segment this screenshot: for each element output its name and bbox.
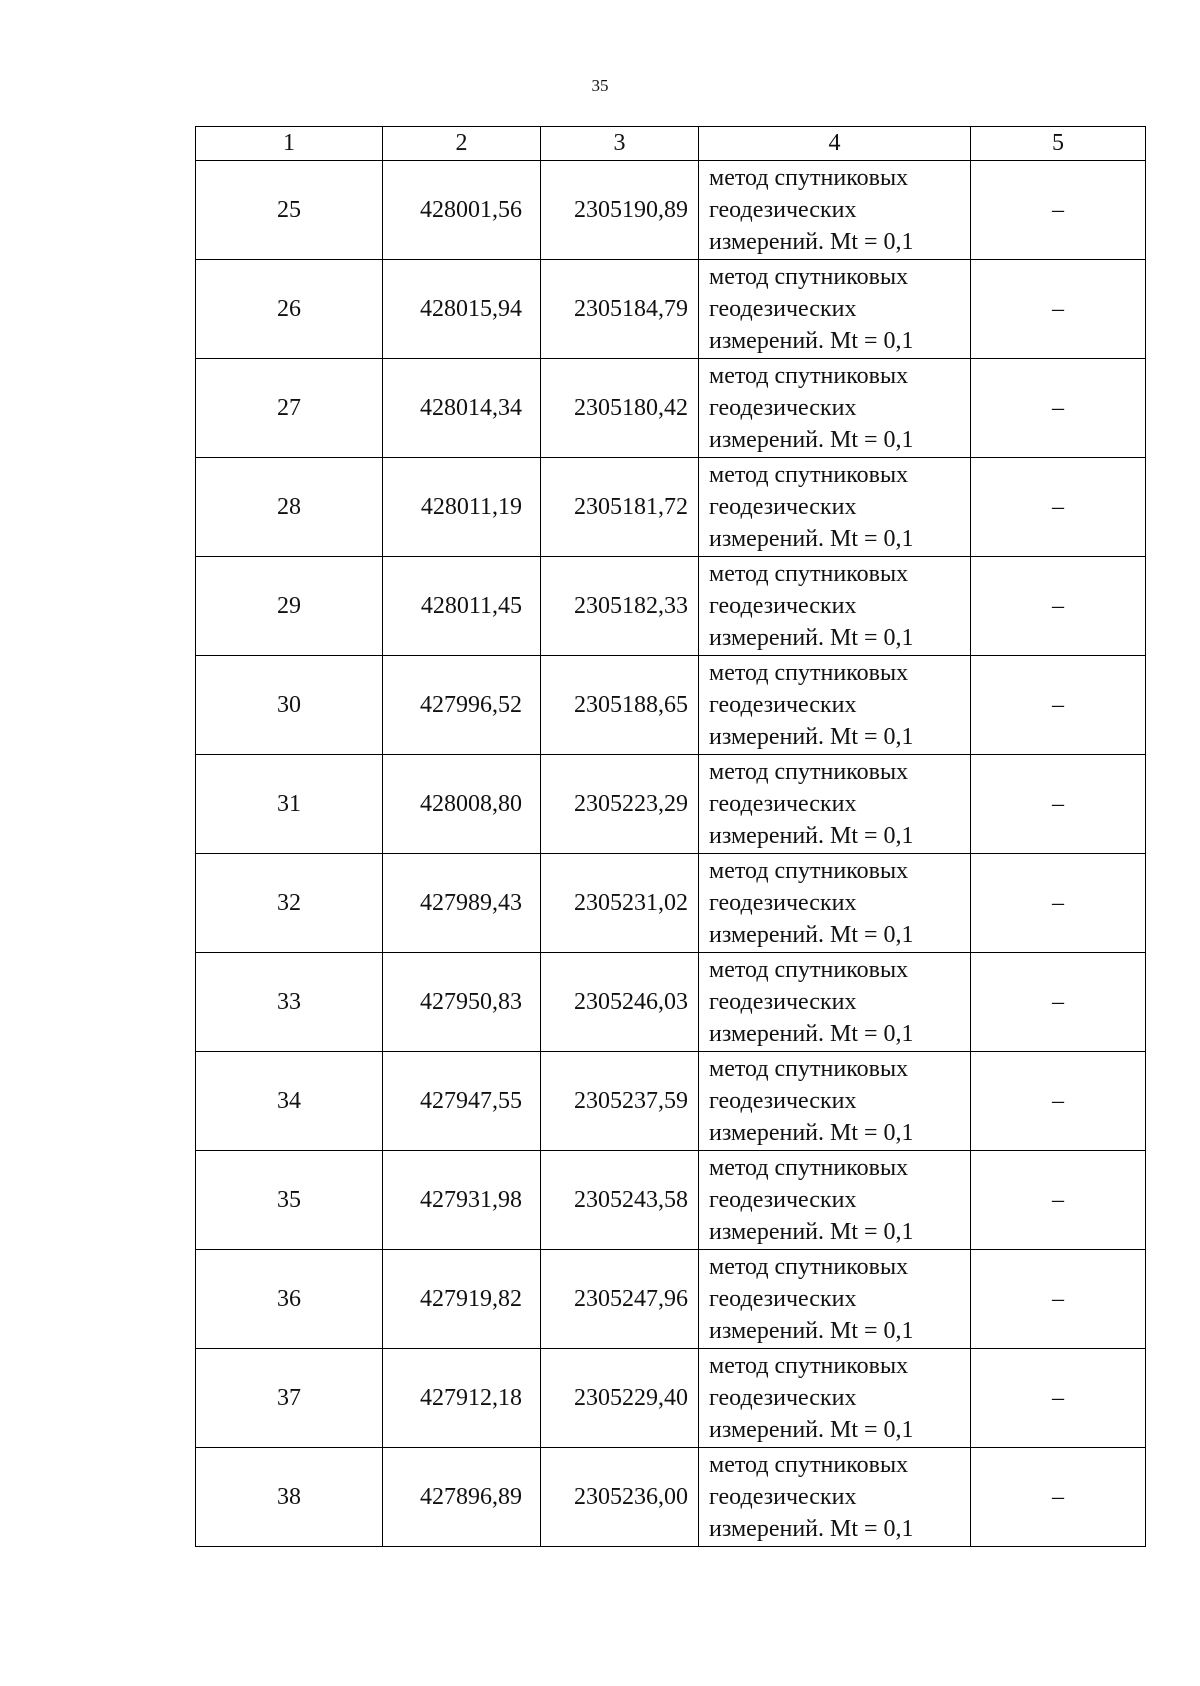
method-text-line: измерений. Mt = 0,1 (709, 823, 914, 849)
note-cell: – (971, 1448, 1146, 1547)
table-row (196, 1052, 1146, 1151)
header-cell-5: 5 (971, 127, 1146, 161)
y-coordinate-cell: 2305231,02 (541, 854, 699, 953)
table-row (196, 161, 1146, 260)
table-body (196, 161, 1146, 1547)
note-cell: – (971, 953, 1146, 1052)
point-number-cell: 38 (196, 1448, 383, 1547)
method-cell (699, 1151, 971, 1250)
y-coordinate-cell: 2305223,29 (541, 755, 699, 854)
y-coordinate-cell: 2305229,40 (541, 1349, 699, 1448)
note-cell: – (971, 458, 1146, 557)
table-row (196, 458, 1146, 557)
method-text-line: геодезических (709, 1385, 857, 1411)
method-cell (699, 1448, 971, 1547)
table-row (196, 755, 1146, 854)
point-number-cell: 27 (196, 359, 383, 458)
method-text-line: измерений. Mt = 0,1 (709, 1021, 914, 1047)
note-cell: – (971, 1151, 1146, 1250)
y-coordinate-cell: 2305188,65 (541, 656, 699, 755)
page-number: 35 (591, 76, 609, 95)
x-coordinate-cell: 428014,34 (383, 359, 541, 458)
method-text-line: геодезических (709, 296, 857, 322)
method-cell (699, 260, 971, 359)
note-cell: – (971, 260, 1146, 359)
y-coordinate-cell: 2305236,00 (541, 1448, 699, 1547)
method-text-line: измерений. Mt = 0,1 (709, 328, 914, 354)
method-text-line: геодезических (709, 791, 857, 817)
method-text-line: геодезических (709, 1286, 857, 1312)
y-coordinate-cell: 2305180,42 (541, 359, 699, 458)
point-number-cell: 33 (196, 953, 383, 1052)
method-text-line: измерений. Mt = 0,1 (709, 229, 914, 255)
method-text-line: метод спутниковых (709, 165, 909, 191)
method-cell (699, 1349, 971, 1448)
table-row (196, 557, 1146, 656)
note-cell: – (971, 854, 1146, 953)
header-cell-2: 2 (383, 127, 541, 161)
note-cell: – (971, 656, 1146, 755)
point-number-cell: 32 (196, 854, 383, 953)
method-text-line: геодезических (709, 890, 857, 916)
note-cell: – (971, 1349, 1146, 1448)
coordinates-table (195, 126, 1146, 1547)
method-text-line: метод спутниковых (709, 660, 909, 686)
method-text-line: метод спутниковых (709, 1452, 909, 1478)
method-text-line: метод спутниковых (709, 1056, 909, 1082)
x-coordinate-cell: 428008,80 (383, 755, 541, 854)
method-text-line: метод спутниковых (709, 1254, 909, 1280)
point-number-cell: 25 (196, 161, 383, 260)
method-cell (699, 656, 971, 755)
method-text-line: геодезических (709, 197, 857, 223)
y-coordinate-cell: 2305246,03 (541, 953, 699, 1052)
method-text-line: измерений. Mt = 0,1 (709, 526, 914, 552)
method-text-line: измерений. Mt = 0,1 (709, 625, 914, 651)
table-row (196, 1151, 1146, 1250)
table-row (196, 953, 1146, 1052)
header-cell-3: 3 (541, 127, 699, 161)
y-coordinate-cell: 2305237,59 (541, 1052, 699, 1151)
point-number-cell: 29 (196, 557, 383, 656)
note-cell: – (971, 161, 1146, 260)
x-coordinate-cell: 428001,56 (383, 161, 541, 260)
method-cell (699, 953, 971, 1052)
table-row (196, 1349, 1146, 1448)
point-number-cell: 35 (196, 1151, 383, 1250)
note-cell: – (971, 1052, 1146, 1151)
x-coordinate-cell: 427896,89 (383, 1448, 541, 1547)
method-text-line: метод спутниковых (709, 264, 909, 290)
point-number-cell: 37 (196, 1349, 383, 1448)
method-text-line: геодезических (709, 1484, 857, 1510)
table-header (196, 127, 1146, 161)
method-text-line: геодезических (709, 989, 857, 1015)
y-coordinate-cell: 2305184,79 (541, 260, 699, 359)
y-coordinate-cell: 2305243,58 (541, 1151, 699, 1250)
y-coordinate-cell: 2305181,72 (541, 458, 699, 557)
x-coordinate-cell: 427947,55 (383, 1052, 541, 1151)
method-text-line: метод спутниковых (709, 1155, 909, 1181)
method-text-line: измерений. Mt = 0,1 (709, 922, 914, 948)
method-text-line: геодезических (709, 1088, 857, 1114)
method-cell (699, 854, 971, 953)
method-cell (699, 161, 971, 260)
method-text-line: измерений. Mt = 0,1 (709, 1318, 914, 1344)
y-coordinate-cell: 2305182,33 (541, 557, 699, 656)
method-text-line: метод спутниковых (709, 363, 909, 389)
method-text-line: геодезических (709, 692, 857, 718)
table-row (196, 1250, 1146, 1349)
x-coordinate-cell: 427996,52 (383, 656, 541, 755)
y-coordinate-cell: 2305190,89 (541, 161, 699, 260)
x-coordinate-cell: 427919,82 (383, 1250, 541, 1349)
note-cell: – (971, 1250, 1146, 1349)
note-cell: – (971, 359, 1146, 458)
note-cell: – (971, 755, 1146, 854)
header-cell-4: 4 (699, 127, 971, 161)
method-cell (699, 1250, 971, 1349)
method-cell (699, 359, 971, 458)
method-text-line: измерений. Mt = 0,1 (709, 1120, 914, 1146)
x-coordinate-cell: 428011,45 (383, 557, 541, 656)
table-row (196, 1448, 1146, 1547)
method-text-line: измерений. Mt = 0,1 (709, 1219, 914, 1245)
method-text-line: метод спутниковых (709, 858, 909, 884)
method-text-line: измерений. Mt = 0,1 (709, 1417, 914, 1443)
table-row (196, 656, 1146, 755)
header-cell-1: 1 (196, 127, 383, 161)
method-text-line: измерений. Mt = 0,1 (709, 1516, 914, 1542)
x-coordinate-cell: 427950,83 (383, 953, 541, 1052)
method-text-line: метод спутниковых (709, 759, 909, 785)
x-coordinate-cell: 427931,98 (383, 1151, 541, 1250)
method-cell (699, 755, 971, 854)
table-row (196, 854, 1146, 953)
x-coordinate-cell: 427912,18 (383, 1349, 541, 1448)
method-text-line: метод спутниковых (709, 561, 909, 587)
note-cell: – (971, 557, 1146, 656)
method-text-line: геодезических (709, 1187, 857, 1213)
point-number-cell: 26 (196, 260, 383, 359)
method-cell (699, 557, 971, 656)
x-coordinate-cell: 427989,43 (383, 854, 541, 953)
point-number-cell: 28 (196, 458, 383, 557)
method-text-line: геодезических (709, 593, 857, 619)
method-text-line: геодезических (709, 395, 857, 421)
table-row (196, 359, 1146, 458)
point-number-cell: 30 (196, 656, 383, 755)
x-coordinate-cell: 428015,94 (383, 260, 541, 359)
method-text-line: метод спутниковых (709, 1353, 909, 1379)
method-text-line: измерений. Mt = 0,1 (709, 724, 914, 750)
header-row (196, 127, 1146, 161)
method-cell (699, 458, 971, 557)
method-cell (699, 1052, 971, 1151)
method-text-line: метод спутниковых (709, 957, 909, 983)
point-number-cell: 36 (196, 1250, 383, 1349)
method-text-line: метод спутниковых (709, 462, 909, 488)
y-coordinate-cell: 2305247,96 (541, 1250, 699, 1349)
x-coordinate-cell: 428011,19 (383, 458, 541, 557)
table-row (196, 260, 1146, 359)
point-number-cell: 31 (196, 755, 383, 854)
point-number-cell: 34 (196, 1052, 383, 1151)
method-text-line: геодезических (709, 494, 857, 520)
method-text-line: измерений. Mt = 0,1 (709, 427, 914, 453)
